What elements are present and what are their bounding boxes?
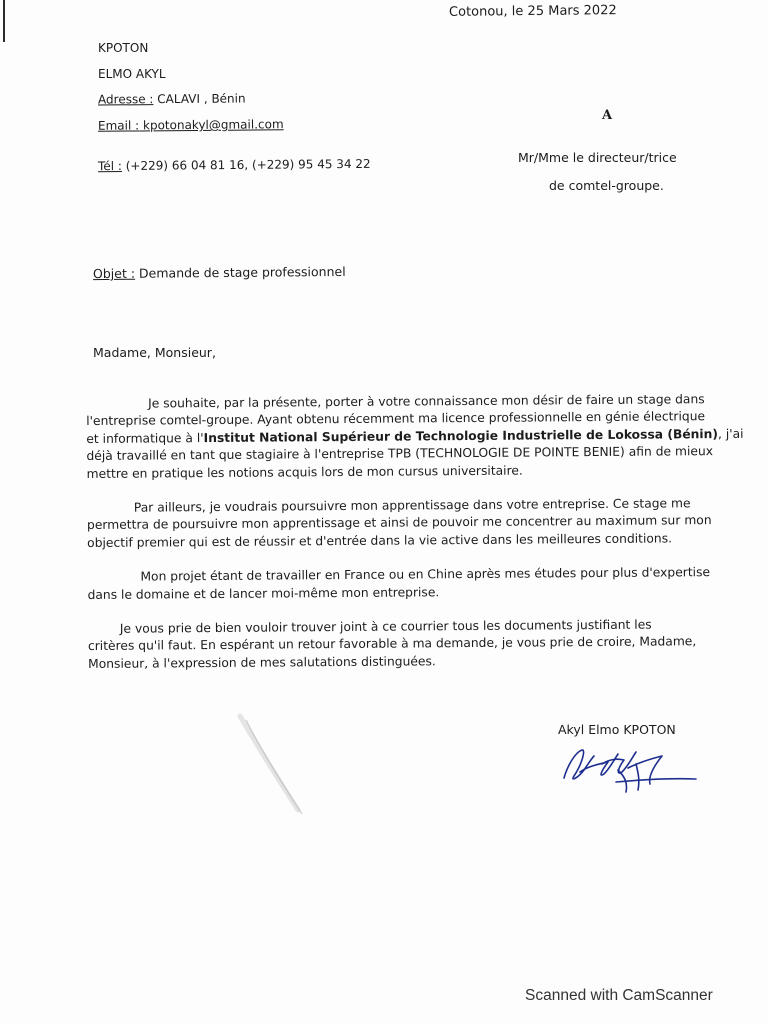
salutation: Madame, Monsieur, bbox=[93, 345, 216, 360]
recipient-line1: Mr/Mme le directeur/trice bbox=[518, 150, 677, 165]
scan-edge-mark bbox=[3, 0, 5, 42]
paragraph-3 bbox=[87, 564, 727, 604]
sender-name-line2: ELMO AKYL bbox=[98, 67, 166, 81]
tel-label: Tél : bbox=[97, 158, 122, 174]
body-line: déjà travaillé en tant que stagiaire à l'entreprise TPB (TECHNOLOGIE DE POINTE BENIE) afin de mieux bbox=[86, 444, 714, 464]
paragraph-4 bbox=[88, 616, 728, 673]
subject-value: Demande de stage professionnel bbox=[134, 263, 346, 281]
subject-label: Objet : bbox=[92, 265, 136, 282]
body-text: et informatique à l' bbox=[86, 430, 204, 446]
body-line: critères qu'il faut. En espérant un retour favorable à ma demande, je vous prie de croire, Madame, bbox=[87, 634, 697, 654]
date-line: Cotonou, le 25 Mars 2022 bbox=[448, 3, 617, 20]
body-line: l'entreprise comtel-groupe. Ayant obtenu récemment ma licence professionnelle en génie électrique bbox=[86, 409, 706, 429]
institution-name: Institut National Supérieur de Technologie Industrielle de Lokossa (Bénin) bbox=[203, 426, 719, 445]
tel-value: (+229) 66 04 81 16, (+229) 95 45 34 22 bbox=[121, 156, 371, 173]
sender-phone bbox=[98, 156, 371, 174]
paragraph-2 bbox=[87, 495, 727, 552]
sender-email bbox=[98, 116, 284, 134]
scan-smudge-mark bbox=[232, 710, 312, 820]
body-line: permettra de poursuivre mon apprentissage et ainsi de pouvoir me concentrer au maximum sur mon bbox=[86, 513, 712, 533]
recipient-prefix: A bbox=[602, 108, 613, 123]
letter-body bbox=[86, 391, 744, 690]
recipient-line2: de comtel-groupe. bbox=[549, 178, 664, 193]
subject-line bbox=[93, 264, 346, 282]
sender-address bbox=[98, 90, 246, 107]
body-line: Par ailleurs, je voudrais poursuivre mon apprentissage dans votre entreprise. Ce stage me bbox=[133, 496, 691, 515]
body-line: objectif premier qui est de réussir et d'entrée dans la vie active dans les meilleures conditions. bbox=[87, 531, 673, 550]
address-label: Adresse : bbox=[97, 92, 154, 107]
paragraph-1 bbox=[86, 391, 744, 483]
email-label: Email : bbox=[97, 118, 140, 133]
camscanner-watermark: Scanned with CamScanner bbox=[525, 987, 713, 1004]
sender-name-line1: KPOTON bbox=[98, 41, 149, 55]
body-line: Je souhaite, par la présente, porter à votre connaissance mon désir de faire un stage dans bbox=[148, 392, 705, 411]
body-line: mettre en pratique les notions acquis lors de mon cursus universitaire. bbox=[86, 463, 523, 481]
body-line: Je vous prie de bien vouloir trouver joint à ce courrier tous les documents justifiant les bbox=[119, 617, 652, 636]
signer-name: Akyl Elmo KPOTON bbox=[558, 722, 676, 737]
body-line: dans le domaine et de lancer moi-même mon entreprise. bbox=[87, 584, 440, 602]
body-text: , j'ai bbox=[717, 426, 744, 441]
handwritten-signature bbox=[558, 742, 703, 800]
body-line: Mon projet étant de travailler en France ou en Chine après mes études pour plus d'expertise bbox=[140, 565, 711, 584]
address-value: CALAVI , Bénin bbox=[153, 91, 246, 107]
email-value: kpotonakyl@gmail.com bbox=[139, 117, 284, 133]
body-line: Monsieur, à l'expression de mes salutations distinguées. bbox=[88, 654, 436, 671]
